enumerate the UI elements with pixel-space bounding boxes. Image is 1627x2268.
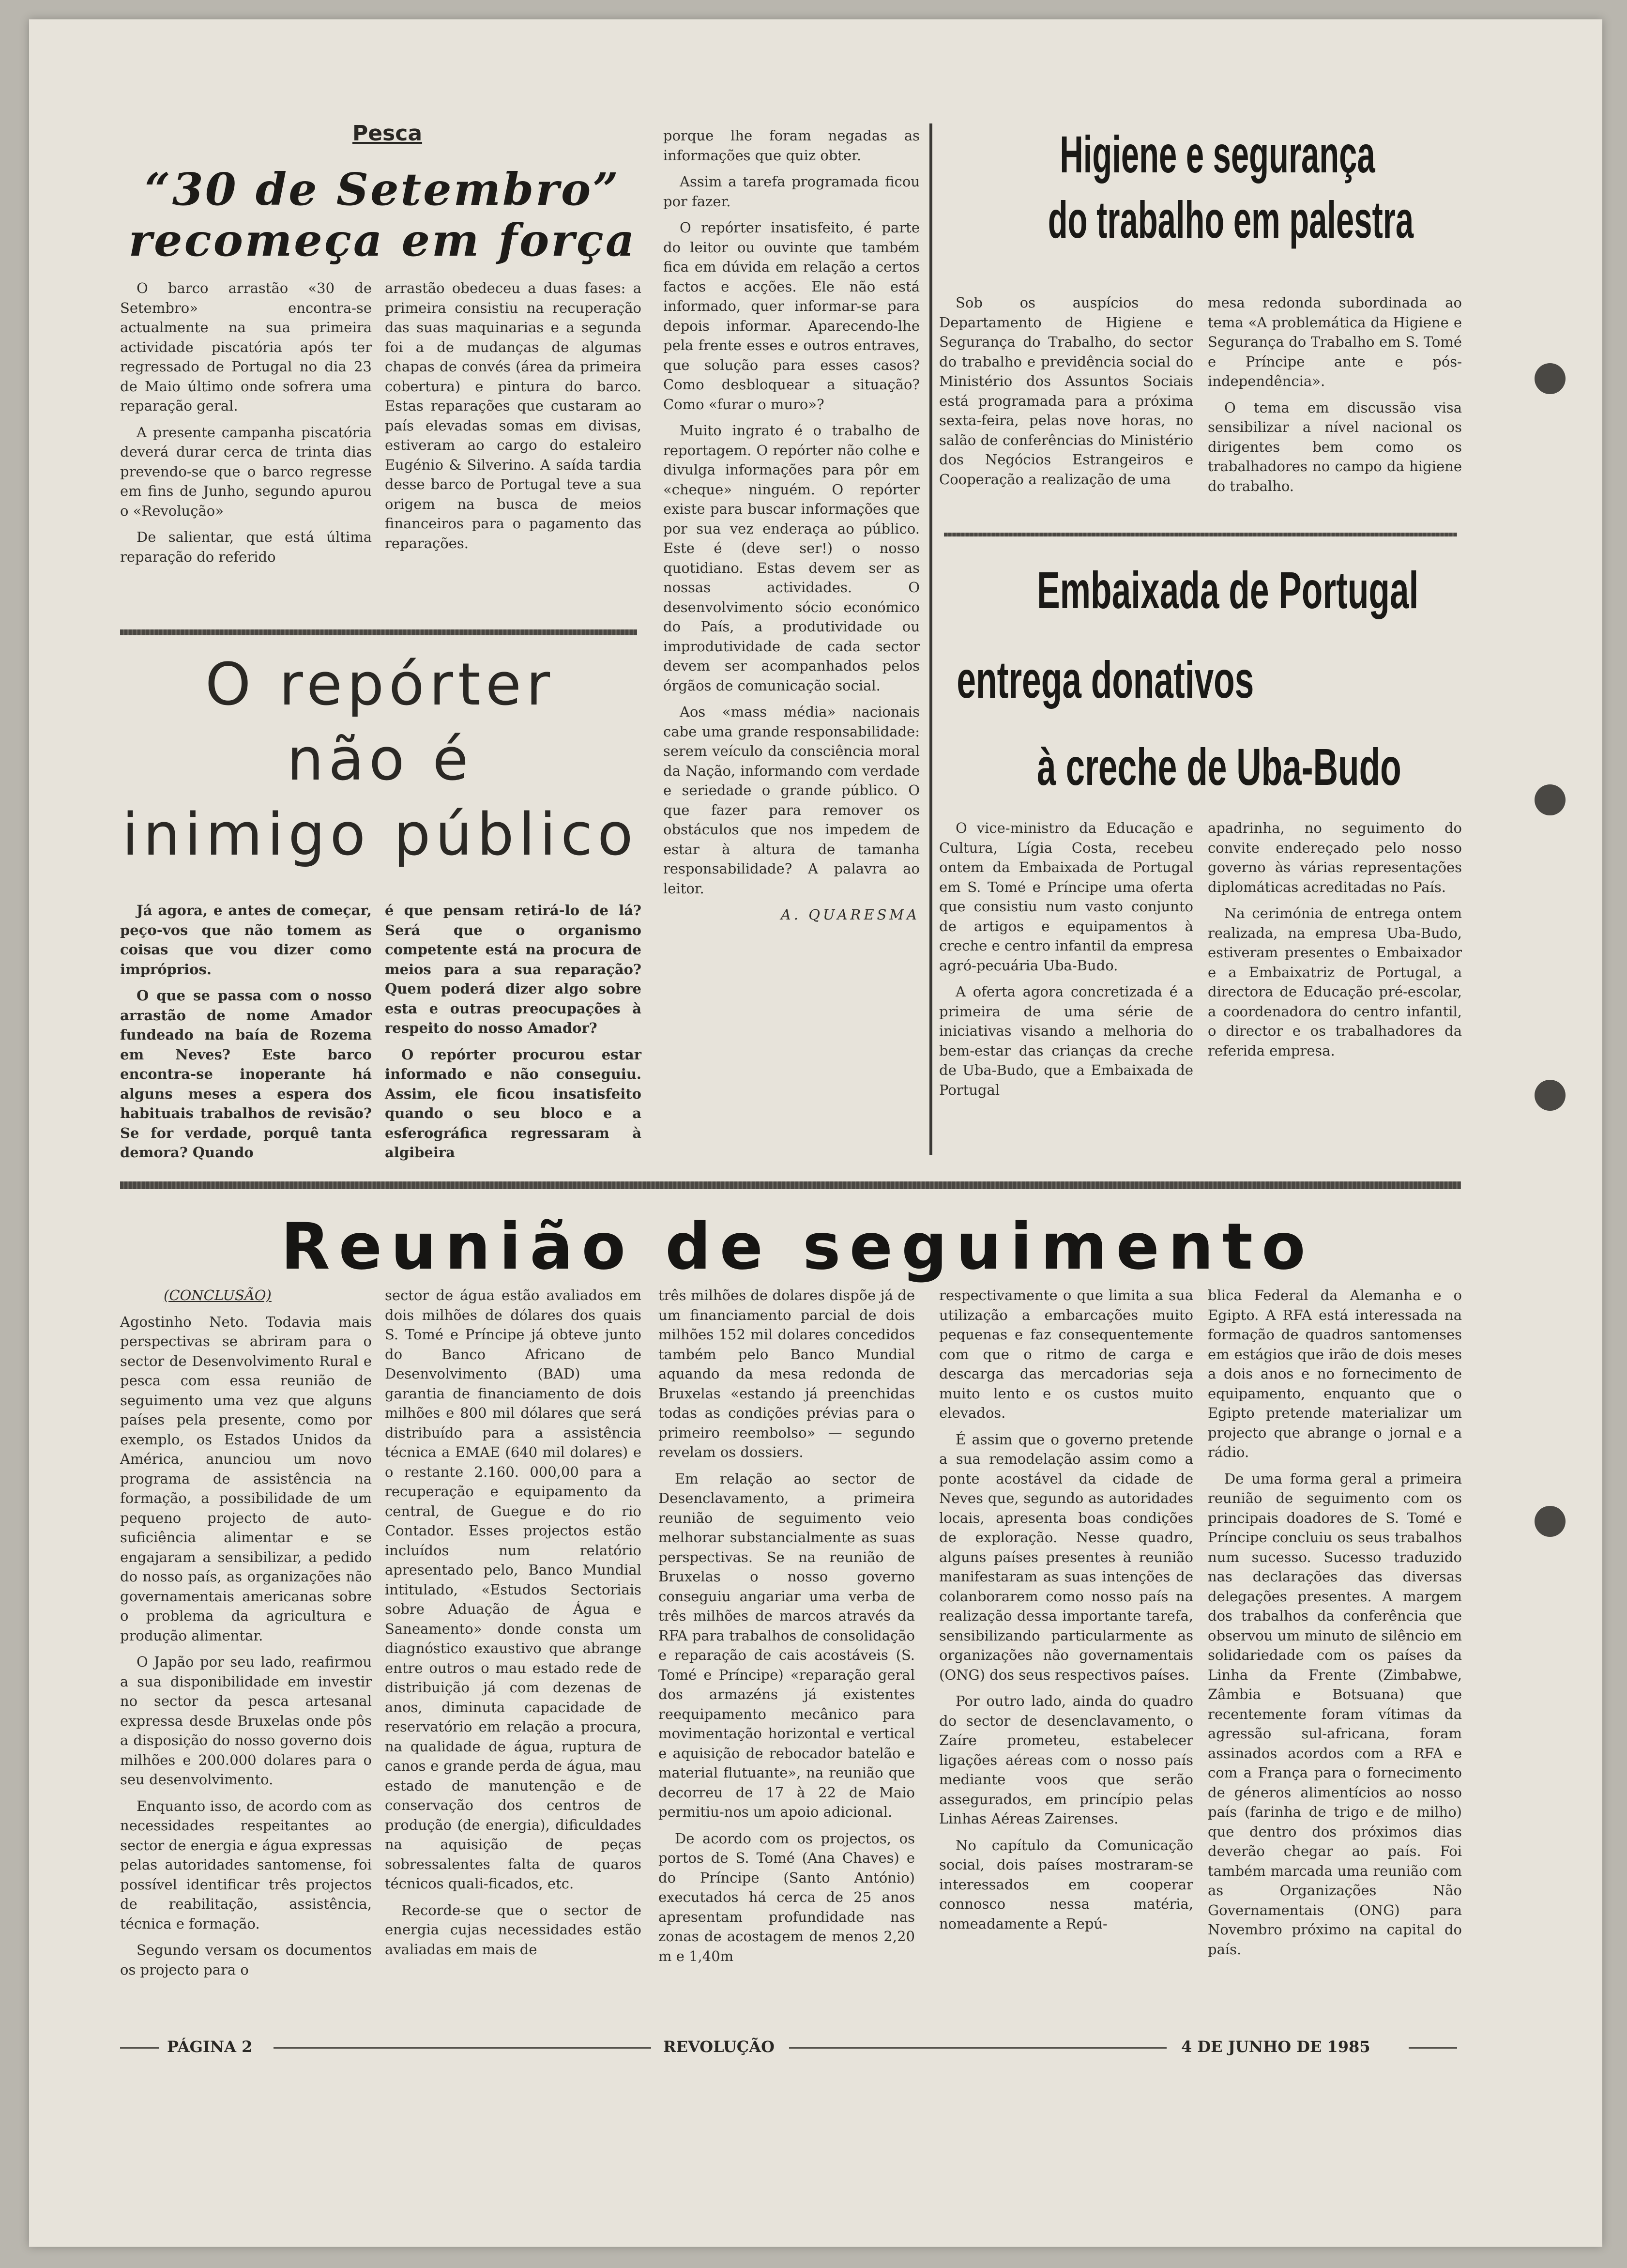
reuniao-column-3 [658,1286,915,1973]
pesca-column-1 [120,278,372,573]
paragraph: De acordo com os projectos, os portos de S. Tomé (Ana Chaves) e do Príncipe (Santo António) executados há cerca de 25 anos apresentam profundidade nas zonas de acostagem de menos 2,20 m e 1,40m [658,1830,915,1964]
paragraph: Já agora, e antes de começar, peço-vos que não tomem as coisas que vou dizer como impróprios. [120,902,372,978]
conclusion-label: (CONCLUSÃO) [164,1287,272,1303]
embaixada-title-line1: Embaixada de Portugal [1037,561,1419,619]
reporter-column-1 [120,901,372,1169]
punch-hole [1535,784,1566,815]
higiene-column-1 [939,293,1193,496]
reporter-title-line1: O repórter [205,651,555,719]
paragraph: respectivamente o que limita a sua utilização a embarcações muito pequenas e faz consequentemente com que o ritmo de carga e descarga das mercadorias seja muito lento e os custos muito elevados. [939,1287,1193,1421]
paragraph: Por outro lado, ainda do quadro do sector de desenclavamento, o Zaíre prometeu, estabelecer ligações aéreas com o nosso país mediante voos que serão assegurados, em princípio pelas Linhas Aéreas Zairenses. [939,1693,1193,1827]
paragraph: mesa redonda subordinada ao tema «A problemática da Higiene e Segurança do Trabalho em S. Tomé e Príncipe ante e pós-independência». [1208,294,1462,389]
paragraph: O barco arrastão «30 de Setembro» encontra-se actualmente na sua primeira actividade piscatória após ter regressado de Portugal no dia 23 de Maio último onde sofrera uma reparação geral. [120,280,372,414]
footer-page-number: PÁGINA 2 [167,2038,253,2056]
punch-hole [1535,1080,1566,1111]
paragraph: arrastão obedeceu a duas fases: a primeira consistiu na recuperação das suas maquinarias e a segunda foi a de mudanças de algumas chapas de convés (área da primeira cobertura) e pintura do barco. Estas reparações que custaram ao país elevadas somas em divisas, estiveram ao cargo do estaleiro Eugénio & Silverino. A saída tardia desse barco de Portugal teve a sua origem na busca de meios financeiros para o pagamento das reparações. [385,280,641,552]
paragraph: De uma forma geral a primeira reunião de seguimento com os principais doadores de S. Tomé e Príncipe concluiu os seus trabalhos num sucesso. Sucesso traduzido nas declarações das diversas delegações presentes. A margem dos trabalhos da conferência que observou um minuto de silêncio em solidariedade com os países da Linha da Frente (Zimbabwe, Zâmbia e Botsuana) que recentemente foram vítimas da agressão sul-africana, foram assinados acordos com a RFA e com a França para o fornecimento de géneros alimentícios ao nosso país (farinha de trigo e de milho) que dentro dos próximos dias deverão chegar ao país. Foi também marcada uma reunião com as Organizações Não Governamentais (ONG) para Novembro próximo na capital do país. [1208,1470,1462,1958]
section-divider [120,1181,1461,1189]
reuniao-title: Reunião de seguimento [281,1210,1314,1284]
paragraph: Assim a tarefa programada ficou por fazer. [663,173,920,210]
paragraph: Recorde-se que o sector de energia cujas necessidades estão avaliadas em mais de [385,1901,641,1958]
paragraph: sector de água estão avaliados em dois milhões de dólares dos quais S. Tomé e Príncipe já obteve junto do Banco Africano de Desenvolvimento (BAD) uma garantia de financiamento de dois milhões e 800 mil dólares que será distribuído para a assistência técnica a EMAE (640 mil dolares) e o restante 2.160. 000,00 para a recuperação e equipamento da central, de Guegue e do rio Contador. Esses projectos estão incluídos num relatório apresentado pelo, Banco Mundial intitulado, «Estudos Sectoriais sobre Aduação de Água e Saneamento» donde consta um diagnóstico exaustivo que abrange entre outros o mau estado rede de distribuição já com dezenas de anos, diminuta capacidade de reservatório em relação a procura, na qualidade de água, ruptura de canos e grande perda de água, mau estado de manutenção e de conservação dos centros de produção (de energia), dificuldades na aquisição de peças sobressalentes falta de quaros técnicos quali-ficados, etc. [385,1287,641,1892]
paragraph: O repórter procurou estar informado e não conseguiu. Assim, ele ficou insatisfeito quando o seu bloco e a esferográfica regressaram à algibeira [385,1046,641,1161]
pesca-column-2 [385,278,641,560]
footer-date: 4 DE JUNHO DE 1985 [1181,2038,1370,2056]
paragraph: A presente campanha piscatória deverá durar cerca de trinta dias prevendo-se que o barco regresse em fins de Junho, segundo apurou o «Revolução» [120,424,372,519]
reporter-title-line3: inimigo público [122,801,638,869]
reporter-title-line2: não é [287,726,473,794]
paragraph: Muito ingrato é o trabalho de reportagem. O repórter não colhe e divulga informações para pôr em «cheque» ninguém. O repórter existe para buscar informações que por sua vez enderaça ao público. Este é (deve ser!) o nosso quotidiano. Estas devem ser as nossas actividades. O desenvolvimento sócio económico do País, a produtividade ou improdutividade de cada sector devem ser acompanhados pelos órgãos de comunicação social. [663,422,920,694]
footer-paper-name: REVOLUÇÃO [663,2038,775,2056]
footer-rule [789,2047,1167,2049]
paragraph: Na cerimónia de entrega ontem realizada, na empresa Uba-Budo, estiveram presentes o Embaixador e a Embaixatriz de Portugal, a directora de Educação pré-escolar, a coordenadora do centro infantil, o director e os trabalhadores da referida empresa. [1208,905,1462,1059]
reuniao-column-5 [1208,1286,1462,1966]
reporter-column-3 [663,126,920,932]
section-divider [944,533,1457,536]
pesca-title-line2: recomeça em força [128,214,637,266]
paragraph: Aos «mass média» nacionais cabe uma grande responsabilidade: serem veículo da consciência moral da Nação, informando com verdade e seriedade o grande público. O que fazer para remover os obstáculos que nos impedem de estar à altura de tamanha responsabilidade? A palavra ao leitor. [663,704,920,897]
reporter-column-2 [385,901,641,1169]
paragraph: No capítulo da Comunicação social, dois países mostraram-se interessados em cooperar connosco nessa matéria, nomeadamente a Repú- [939,1837,1193,1932]
paragraph: O Japão por seu lado, reafirmou a sua disponibilidade em investir no sector da pesca artesanal expressa desde Bruxelas onde pôs a disposição do nosso governo dois milhões e 200.000 dolares para o seu desenvolvimento. [120,1654,372,1788]
paragraph: De salientar, que está última reparação do referido [120,529,372,565]
punch-hole [1535,1506,1566,1537]
paragraph: Enquanto isso, de acordo com as necessidades respeitantes ao sector de energia e água expressas pelas autoridades santomense, foi possível identificar três projectos de reabilitação, assistência, técnica e formação. [120,1797,372,1932]
column-divider [929,123,932,1155]
paragraph: Agostinho Neto. Todavia mais perspectivas se abriram para o sector de Desenvolvimento Rural e pesca com essa reunião de seguimento uma vez que alguns países pela presente, como por exemplo, os Estados Unidos da América, anunciou um novo programa de assistência na formação, a possibilidade de um pequeno projecto de auto-suficiência alimentar e se engajaram a sensibilizar, a pedido do nosso país, as organizações não governamentais americanas sobre o problema da agricultura e produção alimentar. [120,1313,372,1644]
footer-rule [120,2047,159,2049]
higiene-column-2 [1208,293,1462,503]
reuniao-column-1 [120,1286,372,1986]
reuniao-column-2 [385,1286,641,1966]
embaixada-column-1 [939,818,1193,1106]
paragraph: é que pensam retirá-lo de lá? Será que o organismo competente está na procura de meios para a sua reparação? Quem poderá dizer algo sobre esta e outras preocupações à respeito do nosso Amador? [385,902,641,1036]
reporter-signature: A. QUARESMA [780,906,920,923]
paragraph: Segundo versam os documentos os projecto para o [120,1942,372,1978]
paragraph: O que se passa com o nosso arrastão de nome Amador fundeado na baía de Rozema em Neves? Este barco encontra-se inoperante há alguns meses a espera dos habituais trabalhos de revisão? Se for verdade, porquê tanta demora? Quando [120,987,372,1161]
section-divider [120,629,637,635]
paragraph: É assim que o governo pretende a sua remodelação assim como a ponte acostável da cidade de Neves que, segundo as autoridades locais, apresenta boas condições de exploração. Nesse quadro, alguns países presentes à reunião manifestaram as suas intenções de colanborarem como nosso país na realização dessa importante tarefa, sensibilizando particularmente as organizações não governamentais (ONG) dos seus respectivos países. [939,1431,1193,1683]
paragraph: O repórter insatisfeito, é parte do leitor ou ouvinte que também fica em dúvida em relação a certos factos e acções. Ele não está informado, quer informar-se para depois informar. Aparecendo-lhe pela frente esses e outros entraves, que solução para esses casos? Como desbloquear a situação? Como «furar o muro»? [663,219,920,413]
embaixada-column-2 [1208,818,1462,1067]
footer-rule [1409,2047,1457,2049]
paragraph: apadrinha, no seguimento do convite endereçado pelo nosso governo às várias representações diplomáticas acreditadas no País. [1208,820,1462,895]
paragraph: porque lhe foram negadas as informações que quiz obter. [663,127,920,164]
paragraph: três milhões de dolares dispõe já de um financiamento parcial de dois milhões 152 mil dolares concedidos também pelo Banco Mundial aquando da mesa redonda de Bruxelas «estando já preenchidas todas as condições prévias para o primeiro reembolso» — segundo revelam os dossiers. [658,1287,915,1460]
higiene-title-line1: Higiene e segurança [1060,125,1375,184]
pesca-title-line1: “30 de Setembro” [144,163,621,215]
reuniao-column-4 [939,1286,1193,1940]
paragraph: Em relação ao sector de Desenclavamento, a primeira reunião de seguimento veio melhorar substancialmente as suas perspectivas. Se na reunião de Bruxelas o nosso governo conseguiu angariar uma verba de três milhões de marcos através da RFA para trabalhos de consolidação e reparação de cais acostáveis (S. Tomé e Príncipe) «reparação geral dos armazéns já existentes reequipamento mecânico para movimentação horizontal e vertical e aquisição de rebocador batelão e material flutuante», na reunião que decorreu de 17 à 22 de Maio permitiu-nos um apoio adicional. [658,1470,915,1820]
paragraph: O vice-ministro da Educação e Cultura, Lígia Costa, recebeu ontem da Embaixada de Portugal em S. Tomé e Príncipe uma oferta que consistiu num vasto conjunto de artigos e equipamentos à creche e centro infantil da empresa agró-pecuária Uba-Budo. [939,820,1193,974]
paragraph: A oferta agora concretizada é a primeira de uma série de iniciativas visando a melhoria do bem-estar das crianças da creche de Uba-Budo, que a Embaixada de Portugal [939,983,1193,1098]
punch-hole [1535,363,1566,394]
footer-rule [274,2047,651,2049]
paragraph: blica Federal da Alemanha e o Egipto. A RFA está interessada na formação de quadros santomenses em estágios que irão de dois meses a dois anos e no fornecimento de equipamento, enquanto que o Egipto pretende materializar um projecto que abrange o jornal e a rádio. [1208,1287,1462,1460]
pesca-kicker: Pesca [352,121,423,146]
higiene-title-line2: do trabalho em palestra [1048,190,1414,249]
paragraph: Sob os auspícios do Departamento de Higiene e Segurança do Trabalho, do sector do trabalho e previdência social do Ministério dos Assuntos Sociais está programada para a próxima sexta-feira, pelas nove horas, no salão de conferências do Ministério dos Negócios Estrangeiros e Cooperação a realização de uma [939,294,1193,488]
paragraph: O tema em discussão visa sensibilizar a nível nacional os dirigentes bem como os trabalhadores no campo da higiene do trabalho. [1208,399,1462,494]
embaixada-title-line2: entrega donativos [957,650,1254,709]
embaixada-title-line3: à creche de Uba-Budo [1037,737,1401,796]
